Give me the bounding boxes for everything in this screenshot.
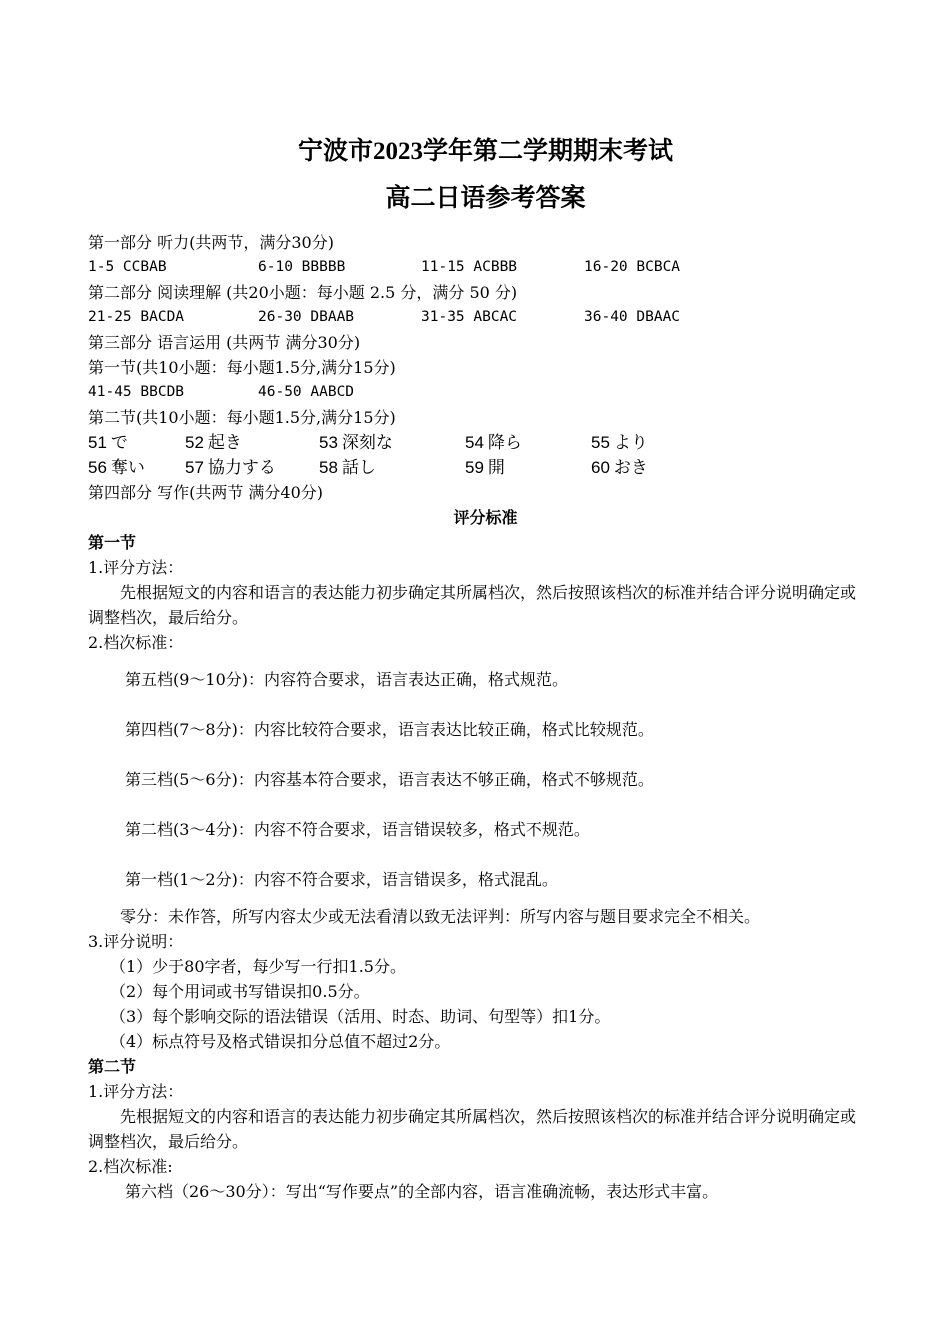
level-item: 第一档(1～2分)：内容不符合要求，语言错误多，格式混乱。 (125, 870, 558, 889)
vocab-item: 59 開 (465, 458, 505, 477)
vocab-item: 52 起き (185, 433, 242, 452)
vocab-item: 54 降ら (465, 433, 522, 452)
levels-label: 2.档次标准： (88, 633, 184, 652)
answer-group: 36-40 DBAAC (584, 309, 681, 325)
level-item: 第二档(3～4分)：内容不符合要求，语言错误较多，格式不规范。 (125, 820, 590, 839)
vocab-item: 58 話し (319, 458, 376, 477)
part2-answers (88, 305, 863, 330)
answer-group: 1-5 CCBAB (88, 259, 167, 275)
level-item: 第六档（26～30分）：写出“写作要点”的全部内容，语言准确流畅，表达形式丰富。 (125, 1182, 719, 1201)
part1-heading: 第一部分 听力(共两节，满分30分) (88, 233, 334, 252)
notes-label: 3.评分说明： (88, 932, 184, 951)
vocab-item: 53 深刻な (319, 433, 393, 452)
vocab-item: 56 奪い (88, 458, 145, 477)
vocab-row (88, 430, 863, 455)
answer-group: 46-50 AABCD (258, 384, 355, 400)
part3-heading: 第三部分 语言运用 (共两节 满分30分) (88, 333, 361, 352)
level-item: 第三档(5～6分)：内容基本符合要求，语言表达不够正确，格式不够规范。 (125, 770, 654, 789)
method-label: 1.评分方法： (88, 1082, 184, 1101)
note-item: （1）少于80字者，每少写一行扣1.5分。 (110, 957, 406, 976)
answer-group: 21-25 BACDA (88, 309, 185, 325)
section2-heading: 第二节 (88, 1057, 137, 1076)
method-text: 先根据短文的内容和语言的表达能力初步确定其所属档次，然后按照该档次的标准并结合评分说明确定或调整档次，最后给分。 (88, 1107, 857, 1151)
document-subtitle: 高二日语参考答案 (385, 185, 586, 212)
answer-group: 41-45 BBCDB (88, 384, 185, 400)
part3-section1-heading: 第一节(共10小题：每小题1.5分,满分15分) (88, 358, 396, 377)
answer-document (88, 128, 863, 1204)
criteria-title: 评分标准 (453, 508, 518, 527)
vocab-item: 51 で (88, 433, 128, 452)
document-title: 宁波市2023学年第二学期期末考试 (297, 138, 673, 165)
section1-heading: 第一节 (88, 533, 137, 552)
part2-heading: 第二部分 阅读理解 (共20小题：每小题 2.5 分，满分 50 分) (88, 283, 518, 302)
answer-group: 11-15 ACBBB (421, 259, 518, 275)
part1-answers (88, 255, 863, 280)
zero-score-text: 零分：未作答，所写内容太少或无法看清以致无法评判：所写内容与题目要求完全不相关。 (120, 907, 761, 926)
part3-section2-heading: 第二节(共10小题：每小题1.5分,满分15分) (88, 408, 396, 427)
vocab-item: 57 協力する (185, 458, 276, 477)
part4-heading: 第四部分 写作(共两节 满分40分) (88, 483, 324, 502)
answer-group: 16-20 BCBCA (584, 259, 681, 275)
levels-label: 2.档次标准: (88, 1157, 173, 1176)
note-item: （3）每个影响交际的语法错误（活用、时态、助词、句型等）扣1分。 (110, 1007, 611, 1026)
method-label: 1.评分方法： (88, 558, 184, 577)
vocab-item: 60 おき (591, 458, 648, 477)
answer-group: 6-10 BBBBB (258, 259, 346, 275)
answer-group: 31-35 ABCAC (421, 309, 518, 325)
note-item: （4）标点符号及格式错误扣分总值不超过2分。 (110, 1032, 451, 1051)
level-item: 第四档(7～8分)：内容比较符合要求，语言表达比较正确，格式比较规范。 (125, 720, 654, 739)
method-text: 先根据短文的内容和语言的表达能力初步确定其所属档次，然后按照该档次的标准并结合评分说明确定或调整档次，最后给分。 (88, 583, 857, 627)
vocab-row (88, 455, 863, 480)
answer-group: 26-30 DBAAB (258, 309, 355, 325)
level-item: 第五档(9～10分)：内容符合要求，语言表达正确，格式规范。 (125, 670, 569, 689)
vocab-item: 55 より (591, 433, 648, 452)
part3-section1-answers (88, 380, 863, 405)
note-item: （2）每个用词或书写错误扣0.5分。 (110, 982, 370, 1001)
